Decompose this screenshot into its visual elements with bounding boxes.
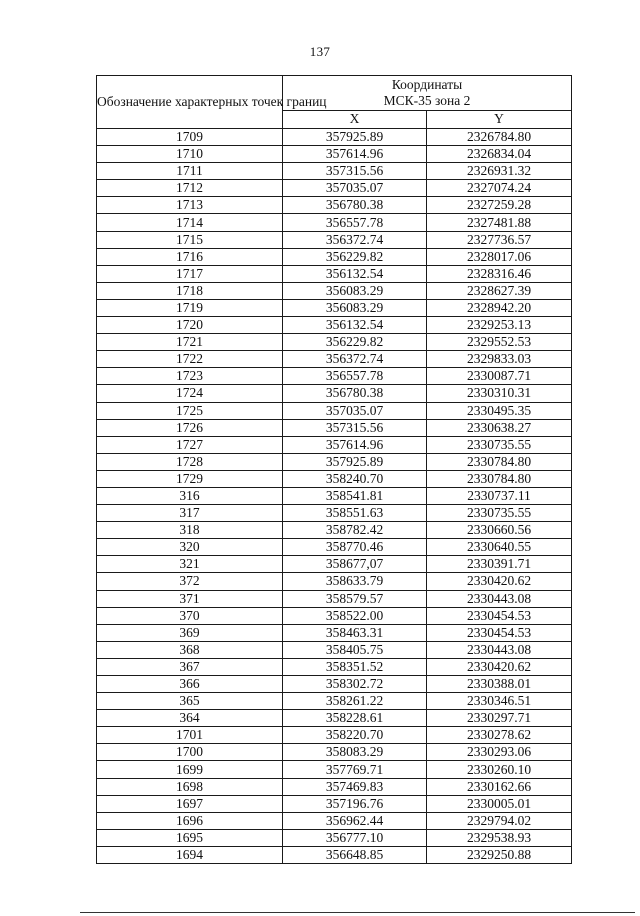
x-coordinate-cell: 358351.52	[283, 658, 427, 675]
point-name-cell: 1701	[97, 727, 283, 744]
y-coordinate-cell: 2330391.71	[427, 556, 572, 573]
point-name-cell: 369	[97, 624, 283, 641]
header-coordinate-system: МСК-35 зона 2	[383, 92, 471, 108]
y-coordinate-cell: 2330162.66	[427, 778, 572, 795]
table-row	[97, 795, 572, 812]
y-coordinate-cell: 2330278.62	[427, 727, 572, 744]
x-coordinate-cell: 356648.85	[283, 846, 427, 863]
y-coordinate-cell: 2330735.55	[427, 505, 572, 522]
x-coordinate-cell: 358463.31	[283, 624, 427, 641]
x-coordinate-cell: 358579.57	[283, 590, 427, 607]
point-name-cell: 1694	[97, 846, 283, 863]
point-name-cell: 1726	[97, 419, 283, 436]
table-row	[97, 641, 572, 658]
table-row	[97, 214, 572, 231]
table-row	[97, 470, 572, 487]
point-name-cell: 1724	[97, 385, 283, 402]
table-row	[97, 248, 572, 265]
point-name-cell: 1722	[97, 351, 283, 368]
x-coordinate-cell: 356132.54	[283, 265, 427, 282]
x-coordinate-cell: 358551.63	[283, 505, 427, 522]
table-row	[97, 829, 572, 846]
x-coordinate-cell: 357035.07	[283, 402, 427, 419]
table-row	[97, 265, 572, 282]
table-row	[97, 522, 572, 539]
table-row	[97, 846, 572, 863]
table-row	[97, 778, 572, 795]
y-coordinate-cell: 2329538.93	[427, 829, 572, 846]
table-row	[97, 761, 572, 778]
point-name-cell: 317	[97, 505, 283, 522]
header-y: Y	[427, 110, 572, 128]
point-name-cell: 1699	[97, 761, 283, 778]
x-coordinate-cell: 357315.56	[283, 419, 427, 436]
y-coordinate-cell: 2330087.71	[427, 368, 572, 385]
x-coordinate-cell: 356780.38	[283, 197, 427, 214]
point-name-cell: 1696	[97, 812, 283, 829]
table-row	[97, 299, 572, 316]
table-body	[97, 129, 572, 864]
x-coordinate-cell: 357925.89	[283, 129, 427, 146]
x-coordinate-cell: 358302.72	[283, 676, 427, 693]
x-coordinate-cell: 357614.96	[283, 146, 427, 163]
y-coordinate-cell: 2330638.27	[427, 419, 572, 436]
point-name-cell: 1717	[97, 265, 283, 282]
table-row	[97, 556, 572, 573]
y-coordinate-cell: 2328627.39	[427, 282, 572, 299]
point-name-cell: 1727	[97, 436, 283, 453]
x-coordinate-cell: 358405.75	[283, 641, 427, 658]
x-coordinate-cell: 356229.82	[283, 248, 427, 265]
x-coordinate-cell: 358633.79	[283, 573, 427, 590]
x-coordinate-cell: 358240.70	[283, 470, 427, 487]
table-row	[97, 744, 572, 761]
y-coordinate-cell: 2328017.06	[427, 248, 572, 265]
x-coordinate-cell: 357769.71	[283, 761, 427, 778]
point-name-cell: 1718	[97, 282, 283, 299]
x-coordinate-cell: 356083.29	[283, 282, 427, 299]
table-row	[97, 129, 572, 146]
x-coordinate-cell: 356962.44	[283, 812, 427, 829]
table-row	[97, 505, 572, 522]
x-coordinate-cell: 356372.74	[283, 231, 427, 248]
table-row	[97, 231, 572, 248]
y-coordinate-cell: 2329794.02	[427, 812, 572, 829]
table-row	[97, 453, 572, 470]
point-name-cell: 1720	[97, 317, 283, 334]
x-coordinate-cell: 356083.29	[283, 299, 427, 316]
y-coordinate-cell: 2330735.55	[427, 436, 572, 453]
table-row	[97, 197, 572, 214]
y-coordinate-cell: 2327259.28	[427, 197, 572, 214]
header-coordinates-title: Координаты	[391, 76, 463, 92]
point-name-cell: 1723	[97, 368, 283, 385]
table-row	[97, 334, 572, 351]
y-coordinate-cell: 2326784.80	[427, 129, 572, 146]
x-coordinate-cell: 356229.82	[283, 334, 427, 351]
table-row	[97, 419, 572, 436]
x-coordinate-cell: 358677,07	[283, 556, 427, 573]
y-coordinate-cell: 2330346.51	[427, 693, 572, 710]
point-name-cell: 320	[97, 539, 283, 556]
table-row	[97, 727, 572, 744]
y-coordinate-cell: 2329253.13	[427, 317, 572, 334]
table-row	[97, 163, 572, 180]
y-coordinate-cell: 2328316.46	[427, 265, 572, 282]
y-coordinate-cell: 2330640.55	[427, 539, 572, 556]
x-coordinate-cell: 357315.56	[283, 163, 427, 180]
table-row	[97, 385, 572, 402]
x-coordinate-cell: 357925.89	[283, 453, 427, 470]
y-coordinate-cell: 2330420.62	[427, 573, 572, 590]
table-row	[97, 658, 572, 675]
x-coordinate-cell: 356557.78	[283, 368, 427, 385]
y-coordinate-cell: 2330443.08	[427, 590, 572, 607]
y-coordinate-cell: 2330443.08	[427, 641, 572, 658]
y-coordinate-cell: 2330495.35	[427, 402, 572, 419]
y-coordinate-cell: 2330784.80	[427, 470, 572, 487]
table-row	[97, 539, 572, 556]
header-point-name: Обозначение характерных точек границ	[97, 76, 283, 129]
x-coordinate-cell: 358220.70	[283, 727, 427, 744]
point-name-cell: 370	[97, 607, 283, 624]
header-x: X	[283, 110, 427, 128]
point-name-cell: 1728	[97, 453, 283, 470]
table-row	[97, 607, 572, 624]
point-name-cell: 1700	[97, 744, 283, 761]
y-coordinate-cell: 2330388.01	[427, 676, 572, 693]
x-coordinate-cell: 358770.46	[283, 539, 427, 556]
point-name-cell: 1719	[97, 299, 283, 316]
x-coordinate-cell: 358083.29	[283, 744, 427, 761]
x-coordinate-cell: 358261.22	[283, 693, 427, 710]
table-row	[97, 368, 572, 385]
bottom-divider	[80, 912, 635, 913]
x-coordinate-cell: 357469.83	[283, 778, 427, 795]
table-row	[97, 402, 572, 419]
x-coordinate-cell: 358541.81	[283, 487, 427, 504]
point-name-cell: 1716	[97, 248, 283, 265]
y-coordinate-cell: 2330454.53	[427, 607, 572, 624]
table-row	[97, 710, 572, 727]
x-coordinate-cell: 357196.76	[283, 795, 427, 812]
point-name-cell: 318	[97, 522, 283, 539]
point-name-cell: 1697	[97, 795, 283, 812]
point-name-cell: 1725	[97, 402, 283, 419]
point-name-cell: 1715	[97, 231, 283, 248]
point-name-cell: 1712	[97, 180, 283, 197]
y-coordinate-cell: 2330297.71	[427, 710, 572, 727]
table-row	[97, 812, 572, 829]
table-row	[97, 282, 572, 299]
y-coordinate-cell: 2330420.62	[427, 658, 572, 675]
y-coordinate-cell: 2330260.10	[427, 761, 572, 778]
y-coordinate-cell: 2327736.57	[427, 231, 572, 248]
y-coordinate-cell: 2328942.20	[427, 299, 572, 316]
table-row	[97, 487, 572, 504]
point-name-cell: 1711	[97, 163, 283, 180]
point-name-cell: 1710	[97, 146, 283, 163]
table-row	[97, 436, 572, 453]
point-name-cell: 1698	[97, 778, 283, 795]
table-row	[97, 676, 572, 693]
point-name-cell: 367	[97, 658, 283, 675]
point-name-cell: 1721	[97, 334, 283, 351]
y-coordinate-cell: 2329833.03	[427, 351, 572, 368]
point-name-cell: 1713	[97, 197, 283, 214]
y-coordinate-cell: 2329552.53	[427, 334, 572, 351]
x-coordinate-cell: 358782.42	[283, 522, 427, 539]
point-name-cell: 372	[97, 573, 283, 590]
x-coordinate-cell: 357614.96	[283, 436, 427, 453]
x-coordinate-cell: 358228.61	[283, 710, 427, 727]
point-name-cell: 1729	[97, 470, 283, 487]
point-name-cell: 365	[97, 693, 283, 710]
table-row	[97, 573, 572, 590]
table-row	[97, 624, 572, 641]
y-coordinate-cell: 2330784.80	[427, 453, 572, 470]
point-name-cell: 366	[97, 676, 283, 693]
point-name-cell: 1714	[97, 214, 283, 231]
y-coordinate-cell: 2330310.31	[427, 385, 572, 402]
point-name-cell: 321	[97, 556, 283, 573]
y-coordinate-cell: 2326931.32	[427, 163, 572, 180]
table-row	[97, 351, 572, 368]
table-header-row	[97, 76, 572, 111]
y-coordinate-cell: 2327481.88	[427, 214, 572, 231]
point-name-cell: 368	[97, 641, 283, 658]
table-row	[97, 180, 572, 197]
y-coordinate-cell: 2326834.04	[427, 146, 572, 163]
x-coordinate-cell: 356780.38	[283, 385, 427, 402]
page-number: 137	[309, 44, 331, 59]
point-name-cell: 316	[97, 487, 283, 504]
y-coordinate-cell: 2327074.24	[427, 180, 572, 197]
y-coordinate-cell: 2330660.56	[427, 522, 572, 539]
x-coordinate-cell: 356557.78	[283, 214, 427, 231]
x-coordinate-cell: 356372.74	[283, 351, 427, 368]
y-coordinate-cell: 2330737.11	[427, 487, 572, 504]
y-coordinate-cell: 2330293.06	[427, 744, 572, 761]
point-name-cell: 1695	[97, 829, 283, 846]
y-coordinate-cell: 2329250.88	[427, 846, 572, 863]
table-row	[97, 693, 572, 710]
point-name-cell: 1709	[97, 129, 283, 146]
x-coordinate-cell: 356132.54	[283, 317, 427, 334]
table-row	[97, 146, 572, 163]
point-name-cell: 364	[97, 710, 283, 727]
y-coordinate-cell: 2330005.01	[427, 795, 572, 812]
coordinates-table	[96, 75, 572, 864]
y-coordinate-cell: 2330454.53	[427, 624, 572, 641]
table-row	[97, 317, 572, 334]
point-name-cell: 371	[97, 590, 283, 607]
table-row	[97, 590, 572, 607]
x-coordinate-cell: 358522.00	[283, 607, 427, 624]
x-coordinate-cell: 356777.10	[283, 829, 427, 846]
x-coordinate-cell: 357035.07	[283, 180, 427, 197]
